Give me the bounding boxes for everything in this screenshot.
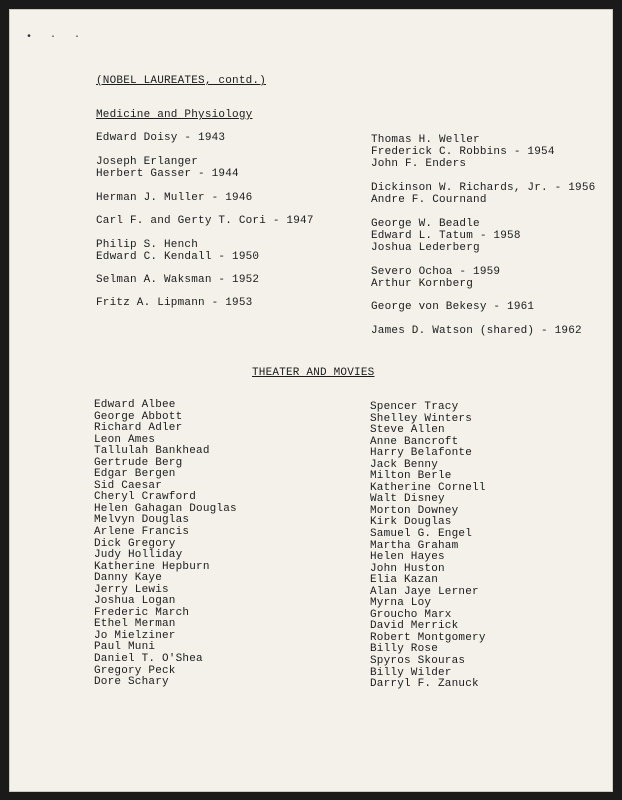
theater-right-entry: Morton Downey <box>370 504 459 517</box>
theater-right-entry: Elia Kazan <box>370 574 439 587</box>
theater-left-entry: Jerry Lewis <box>94 583 169 596</box>
theater-left-entry: Leon Ames <box>94 433 156 446</box>
theater-left-entry: Judy Holliday <box>94 549 183 562</box>
medicine-right-entry: Andre F. Cournand <box>371 194 487 206</box>
theater-left-entry: Edward Albee <box>94 399 176 411</box>
theater-left-entry: Daniel T. O'Shea <box>94 653 203 666</box>
theater-right-entry: Darryl F. Zanuck <box>370 678 479 691</box>
theater-heading: THEATER AND MOVIES <box>252 367 375 379</box>
theater-right-entry: John Huston <box>370 562 445 575</box>
theater-left-entry: Joshua Logan <box>94 595 176 608</box>
medicine-left-entry: Herman J. Muller - 1946 <box>96 192 253 204</box>
theater-left-entry: Dick Gregory <box>94 537 176 550</box>
medicine-right-entry: Thomas H. Weller <box>371 134 480 146</box>
theater-right-entry: Jack Benny <box>370 458 439 471</box>
theater-left-entry: Sid Caesar <box>94 479 163 492</box>
medicine-right-entry: Edward L. Tatum - 1958 <box>371 230 521 242</box>
theater-left-entry: Cheryl Crawford <box>94 491 197 504</box>
theater-right-entry: Groucho Marx <box>370 608 452 621</box>
theater-left-entry: Danny Kaye <box>94 572 163 585</box>
theater-left-list <box>94 400 237 689</box>
document-page <box>9 9 613 792</box>
medicine-right-entry: James D. Watson (shared) - 1962 <box>371 325 582 337</box>
theater-right-entry: Myrna Loy <box>370 597 432 610</box>
medicine-right-entry: Frederick C. Robbins - 1954 <box>371 146 555 158</box>
page-header: (NOBEL LAUREATES, contd.) <box>96 75 267 87</box>
medicine-right-entry: Severo Ochoa - 1959 <box>371 266 501 278</box>
theater-right-entry: Walt Disney <box>370 493 445 506</box>
medicine-left-entry: Joseph Erlanger <box>96 156 199 168</box>
medicine-right-entry: George von Bekesy - 1961 <box>371 301 535 313</box>
theater-right-entry: Samuel G. Engel <box>370 528 473 541</box>
theater-right-entry: Harry Belafonte <box>370 447 473 460</box>
corner-mark: • · · <box>26 32 87 43</box>
theater-left-entry: Paul Muni <box>94 641 156 654</box>
medicine-right-entry: George W. Beadle <box>371 218 480 230</box>
medicine-right-entry: Arthur Kornberg <box>371 278 474 290</box>
theater-left-entry: Katherine Hepburn <box>94 560 210 573</box>
theater-left-entry: Frederic March <box>94 606 190 619</box>
medicine-left-entry: Edward Doisy - 1943 <box>96 132 226 144</box>
theater-right-entry: Helen Hayes <box>370 551 445 564</box>
theater-right-entry: Steve Allen <box>370 424 445 437</box>
theater-right-entry: Anne Bancroft <box>370 435 459 448</box>
theater-left-entry: Gregory Peck <box>94 664 176 677</box>
theater-right-entry: Spencer Tracy <box>370 401 459 413</box>
theater-right-entry: Milton Berle <box>370 470 452 483</box>
theater-right-entry: Martha Graham <box>370 539 459 552</box>
medicine-left-entry: Selman A. Waksman - 1952 <box>96 274 260 286</box>
theater-left-entry: Richard Adler <box>94 422 183 435</box>
medicine-left-entry: Carl F. and Gerty T. Cori - 1947 <box>96 215 314 227</box>
theater-left-entry: Ethel Merman <box>94 618 176 631</box>
theater-right-entry: David Merrick <box>370 620 459 633</box>
medicine-heading: Medicine and Physiology <box>96 109 253 121</box>
theater-left-entry: Arlene Francis <box>94 526 190 539</box>
theater-left-entry: George Abbott <box>94 410 183 423</box>
theater-left-entry: Jo Mielziner <box>94 629 176 642</box>
medicine-left-entry: Herbert Gasser - 1944 <box>96 168 239 180</box>
medicine-left-entry: Philip S. Hench <box>96 239 199 251</box>
theater-left-entry: Edgar Bergen <box>94 468 176 481</box>
theater-right-entry: Billy Rose <box>370 643 439 656</box>
theater-left-entry: Tallulah Bankhead <box>94 445 210 458</box>
theater-right-entry: Robert Montgomery <box>370 631 486 644</box>
theater-right-entry: Alan Jaye Lerner <box>370 585 479 598</box>
medicine-right-entry: Dickinson W. Richards, Jr. - 1956 <box>371 182 596 194</box>
medicine-right-entry: John F. Enders <box>371 158 467 170</box>
theater-right-entry: Katherine Cornell <box>370 481 486 494</box>
theater-right-entry: Kirk Douglas <box>370 516 452 529</box>
theater-left-entry: Dore Schary <box>94 676 169 689</box>
theater-right-entry: Shelley Winters <box>370 412 473 425</box>
theater-left-entry: Melvyn Douglas <box>94 514 190 527</box>
medicine-left-entry: Edward C. Kendall - 1950 <box>96 251 260 263</box>
theater-left-entry: Gertrude Berg <box>94 456 183 469</box>
theater-right-list <box>370 402 486 691</box>
theater-right-entry: Billy Wilder <box>370 666 452 679</box>
medicine-right-entry: Joshua Lederberg <box>371 242 480 254</box>
theater-right-entry: Spyros Skouras <box>370 655 466 668</box>
theater-left-entry: Helen Gahagan Douglas <box>94 502 237 515</box>
medicine-left-entry: Fritz A. Lipmann - 1953 <box>96 297 253 309</box>
